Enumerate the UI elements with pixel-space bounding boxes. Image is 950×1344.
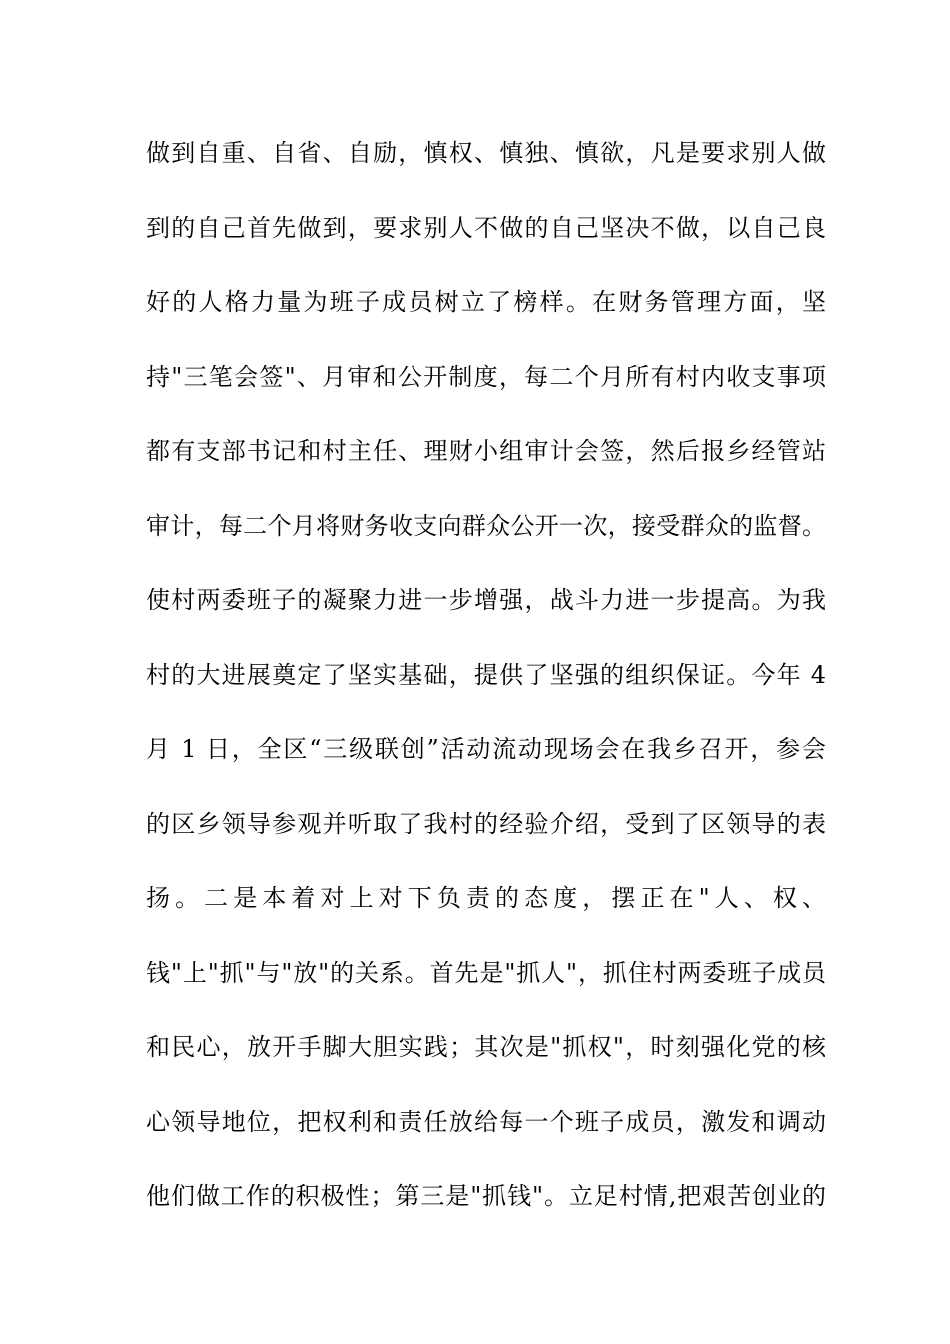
text-line: 做到自重、自省、自励，慎权、慎独、慎欲，凡是要求别人做	[146, 139, 826, 167]
text-line: 月 1 日，全区“三级联创”活动流动现场会在我乡召开，参会	[146, 735, 826, 763]
text-line: 持"三笔会签"、月审和公开制度，每二个月所有村内收支事项	[146, 362, 826, 391]
text-line: 的区乡领导参观并听取了我村的经验介绍，受到了区领导的表	[146, 809, 826, 838]
text-line: 村的大进展奠定了坚实基础，提供了坚强的组织保证。今年 4	[146, 660, 826, 689]
text-line: 使村两委班子的凝聚力进一步增强，战斗力进一步提高。为我	[146, 586, 826, 614]
text-line: 审计，每二个月将财务收支向群众公开一次，接受群众的监督。	[146, 511, 826, 540]
text-line: 到的自己首先做到，要求别人不做的自己坚决不做，以自己良	[146, 213, 826, 242]
text-line: 都有支部书记和村主任、理财小组审计会签，然后报乡经管站	[146, 437, 826, 465]
text-line: 心领导地位，把权利和责任放给每一个班子成员，激发和调动	[146, 1107, 826, 1136]
text-line: 好的人格力量为班子成员树立了榜样。在财务管理方面，坚	[146, 288, 826, 316]
text-line: 扬。二是本着对上对下负责的态度，摆正在"人、权、	[146, 884, 826, 912]
text-line: 钱"上"抓"与"放"的关系。首先是"抓人"，抓住村两委班子成员	[146, 958, 826, 987]
text-line: 他们做工作的积极性；第三是"抓钱"。立足村情,把艰苦创业的	[146, 1182, 826, 1210]
body-text	[146, 130, 826, 1248]
text-line: 和民心，放开手脚大胆实践；其次是"抓权"，时刻强化党的核	[146, 1033, 826, 1061]
